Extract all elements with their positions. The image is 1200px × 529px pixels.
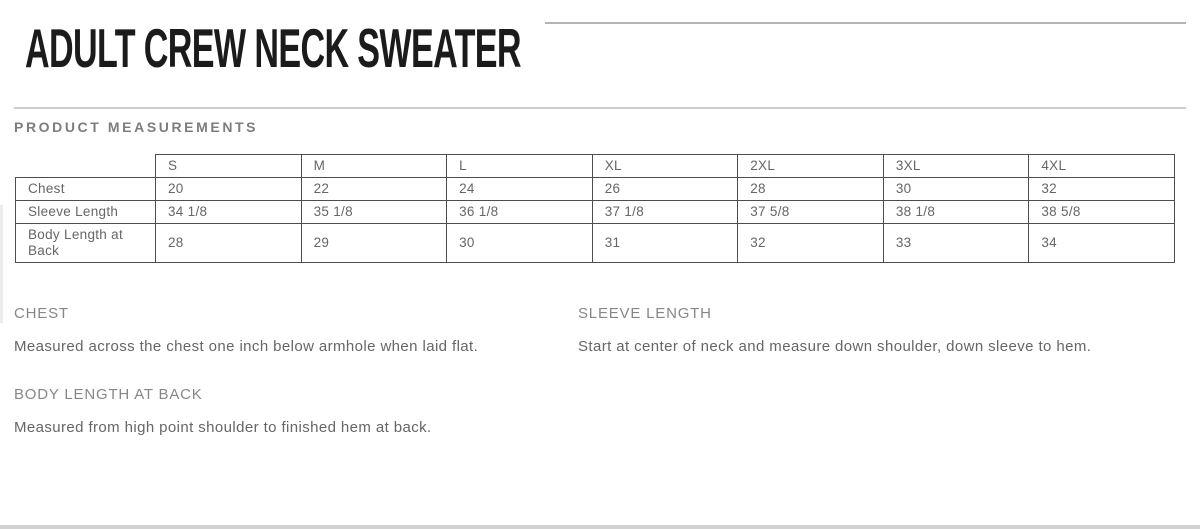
measurement-row xyxy=(16,178,1175,201)
page-content xyxy=(0,17,1200,443)
measurements-body xyxy=(16,178,1175,263)
definition-sleeve-length xyxy=(578,305,1186,362)
size-header-cell: 3XL xyxy=(883,155,1029,178)
size-header-row xyxy=(16,155,1175,178)
definition-chest xyxy=(14,305,578,362)
definition-chest-heading: CHEST xyxy=(14,305,69,322)
size-header-cell: 4XL xyxy=(1029,155,1175,178)
measurement-row xyxy=(16,201,1175,224)
row-label: Chest xyxy=(16,178,156,201)
measurement-cell: 31 xyxy=(592,224,738,263)
measurement-cell: 33 xyxy=(883,224,1029,263)
size-header-cell: S xyxy=(156,155,302,178)
measurement-cell: 34 xyxy=(1029,224,1175,263)
size-header-cell: L xyxy=(447,155,593,178)
definition-chest-text: Measured across the chest one inch below armhole when laid flat. xyxy=(14,338,479,355)
measurement-cell: 22 xyxy=(301,178,447,201)
measurement-cell: 24 xyxy=(447,178,593,201)
measurement-cell: 20 xyxy=(156,178,302,201)
measurement-cell: 38 1/8 xyxy=(883,201,1029,224)
measurement-cell: 28 xyxy=(156,224,302,263)
page-edge-artifact xyxy=(0,205,3,323)
section-divider xyxy=(14,107,1186,109)
definition-body-length-at-back-heading: BODY LENGTH AT BACK xyxy=(14,386,203,403)
measurement-cell: 36 1/8 xyxy=(447,201,593,224)
section-heading: PRODUCT MEASUREMENTS xyxy=(14,119,259,135)
measurements-table xyxy=(15,154,1175,263)
measurement-cell: 28 xyxy=(738,178,884,201)
row-label: Body Length at Back xyxy=(16,224,156,263)
bottom-divider-bar xyxy=(0,525,1200,529)
measurement-row xyxy=(16,224,1175,263)
page-title: ADULT CREW NECK SWEATER xyxy=(25,17,521,79)
definition-sleeve-length-heading: SLEEVE LENGTH xyxy=(578,305,712,322)
measurement-cell: 34 1/8 xyxy=(156,201,302,224)
measurement-cell: 29 xyxy=(301,224,447,263)
table-corner-blank xyxy=(16,155,156,178)
measurement-definitions xyxy=(14,305,1186,443)
measurement-cell: 35 1/8 xyxy=(301,201,447,224)
measurement-cell: 26 xyxy=(592,178,738,201)
definition-sleeve-length-text: Start at center of neck and measure down shoulder, down sleeve to hem. xyxy=(578,338,1092,355)
row-label: Sleeve Length xyxy=(16,201,156,224)
size-header-cell: 2XL xyxy=(738,155,884,178)
size-header-cell: XL xyxy=(592,155,738,178)
definition-body-length-at-back xyxy=(14,386,578,443)
measurement-cell: 32 xyxy=(738,224,884,263)
measurement-cell: 32 xyxy=(1029,178,1175,201)
size-header-cell: M xyxy=(301,155,447,178)
measurement-cell: 38 5/8 xyxy=(1029,201,1175,224)
measurement-cell: 30 xyxy=(883,178,1029,201)
measurement-cell: 37 1/8 xyxy=(592,201,738,224)
definition-body-length-at-back-text: Measured from high point shoulder to finished hem at back. xyxy=(14,419,432,436)
measurement-cell: 30 xyxy=(447,224,593,263)
measurement-cell: 37 5/8 xyxy=(738,201,884,224)
